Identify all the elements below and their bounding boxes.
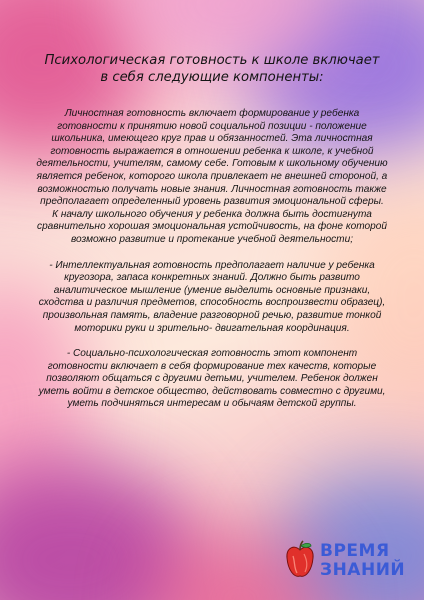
logo-line-2: ЗНАНИЙ bbox=[320, 560, 406, 580]
paragraph-personal-readiness: Личностная готовность включает формирование у ребенка готовности к принятию новой социальной позиции - положение школьника, имеющего круг прав и обязанностей. Эта личностная готовность выражается в отношении ребенка к школе, к учебной деятельности, учителям, самому себе. Готовым к школьному обучению является ребенок, которого школа привлекает не внешней стороной, а возможностью получать новые знания. Личностная готовность также предполагает определенный уровень развития эмоциональной сферы. К началу школьного обучения у ребенка должна быть достигнута сравнительно хорошая эмоциональная устойчивость, на фоне которой возможно развитие и протекание учебной деятельности; bbox=[36, 108, 388, 245]
paragraph-social-readiness: - Социально-психологическая готовность этот компонент готовности включает в себя формирование тех качеств, которые позволяют общаться с другими детьми, учителем. Ребенок должен уметь войти в детское общество, действовать совместно с другими, уметь подчиняться интересам и обычаям детской группы. bbox=[38, 348, 386, 410]
apple-icon bbox=[284, 540, 316, 580]
page-title: Психологическая готовность к школе включает в себя следующие компоненты: bbox=[44, 53, 380, 85]
paragraph-intellectual-readiness: - Интеллектуальная готовность предполагает наличие у ребенка кругозора, запаса конкретных знаний. Должно быть развито аналитическое мышление (умение выделить основные признаки, сходства и различия предметов, способность воспроизвести образец), произвольная память, владение разговорной речью, развитие тонкой моторики руки и зрительно- двигательная координация. bbox=[38, 259, 386, 334]
brand-logo bbox=[284, 540, 414, 590]
logo-wordmark bbox=[320, 542, 405, 580]
logo-line-1: ВРЕМЯ bbox=[320, 541, 390, 561]
document-body bbox=[36, 52, 388, 424]
